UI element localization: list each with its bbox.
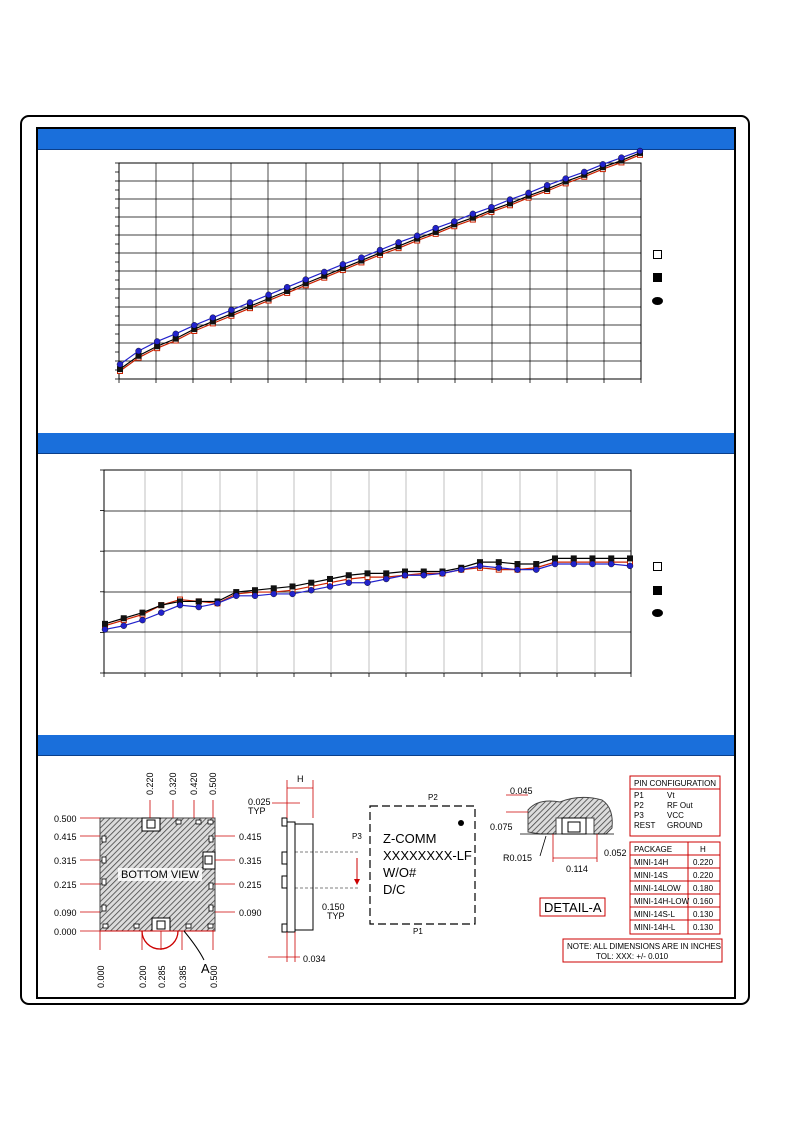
lead-dim: 0.025 bbox=[248, 797, 271, 807]
table-cell: MINI-14S bbox=[634, 871, 668, 880]
pin-p3: P3 bbox=[352, 832, 362, 841]
detail-dim-1: 0.045 bbox=[510, 786, 533, 796]
dim-left: 0.090 bbox=[54, 908, 77, 918]
table-cell: MINI-14S-L bbox=[634, 910, 675, 919]
dim-top: 0.320 bbox=[168, 772, 178, 795]
package-table bbox=[630, 842, 720, 934]
detail-label: DETAIL-A bbox=[544, 900, 602, 915]
side-view bbox=[248, 774, 360, 964]
table-cell: MINI-14H bbox=[634, 858, 669, 867]
dim-bottom: 0.385 bbox=[178, 965, 188, 988]
dim-left: 0.415 bbox=[54, 832, 77, 842]
marking-line2: XXXXXXXX-LF bbox=[383, 848, 472, 863]
dim-bottom: 0.200 bbox=[138, 965, 148, 988]
offset-dim: 0.150 bbox=[322, 902, 345, 912]
table-cell: MINI-14H-LOW bbox=[634, 897, 690, 906]
dim-right: 0.090 bbox=[239, 908, 262, 918]
detail-a bbox=[490, 786, 627, 916]
bottom-view bbox=[54, 772, 262, 988]
dim-right: 0.415 bbox=[239, 832, 262, 842]
table-header: PACKAGE bbox=[634, 845, 673, 854]
thickness-dim: 0.034 bbox=[303, 954, 326, 964]
height-label: H bbox=[297, 774, 304, 784]
table-cell: 0.130 bbox=[693, 923, 714, 932]
pin-config-table bbox=[630, 776, 720, 836]
table-cell: MINI-14LOW bbox=[634, 884, 681, 893]
dimension-note bbox=[563, 939, 722, 962]
dim-right: 0.315 bbox=[239, 856, 262, 866]
marking-line4: D/C bbox=[383, 882, 406, 897]
lead-typ: TYP bbox=[248, 806, 266, 816]
table-cell: 0.220 bbox=[693, 858, 714, 867]
pin-id: P3 bbox=[634, 811, 644, 820]
dim-top: 0.220 bbox=[145, 772, 155, 795]
table-cell: 0.160 bbox=[693, 897, 714, 906]
pin-fn: VCC bbox=[667, 811, 684, 820]
pin-fn: Vt bbox=[667, 791, 675, 800]
detail-dim-3: R0.015 bbox=[503, 853, 533, 863]
table-cell: 0.180 bbox=[693, 884, 714, 893]
dim-right: 0.215 bbox=[239, 880, 262, 890]
pin-p1: P1 bbox=[413, 927, 423, 936]
detail-dim-5: 0.052 bbox=[604, 848, 627, 858]
dim-bottom: 0.500 bbox=[209, 965, 219, 988]
note-line: NOTE: ALL DIMENSIONS ARE IN INCHES bbox=[567, 942, 721, 951]
detail-dim-2: 0.075 bbox=[490, 822, 513, 832]
dim-left: 0.315 bbox=[54, 856, 77, 866]
pin-p2: P2 bbox=[428, 793, 438, 802]
top-view bbox=[352, 793, 475, 936]
marking-line3: W/O# bbox=[383, 865, 417, 880]
table-cell: MINI-14H-L bbox=[634, 923, 676, 932]
dim-top: 0.420 bbox=[189, 772, 199, 795]
pin-fn: RF Out bbox=[667, 801, 693, 810]
bottom-view-label: BOTTOM VIEW bbox=[120, 869, 200, 881]
detail-marker: A bbox=[201, 961, 210, 976]
table-cell: 0.130 bbox=[693, 910, 714, 919]
marking-line1: Z-COMM bbox=[383, 831, 437, 846]
pin-id: P1 bbox=[634, 791, 644, 800]
dim-left: 0.000 bbox=[54, 927, 77, 937]
note-line: TOL: XXX: +/- 0.010 bbox=[596, 952, 669, 961]
table-header: H bbox=[700, 845, 706, 854]
pin-config-title: PIN CONFIGURATION bbox=[634, 779, 717, 788]
offset-typ: TYP bbox=[327, 911, 345, 921]
dim-top: 0.500 bbox=[208, 772, 218, 795]
pin-id: P2 bbox=[634, 801, 644, 810]
dim-left: 0.500 bbox=[54, 814, 77, 824]
pin-id: REST bbox=[634, 821, 656, 830]
detail-dim-4: 0.114 bbox=[566, 864, 588, 874]
dim-left: 0.215 bbox=[54, 880, 77, 890]
table-cell: 0.220 bbox=[693, 871, 714, 880]
dim-bottom: 0.000 bbox=[96, 965, 106, 988]
pin-fn: GROUND bbox=[667, 821, 703, 830]
dim-bottom: 0.285 bbox=[157, 965, 167, 988]
